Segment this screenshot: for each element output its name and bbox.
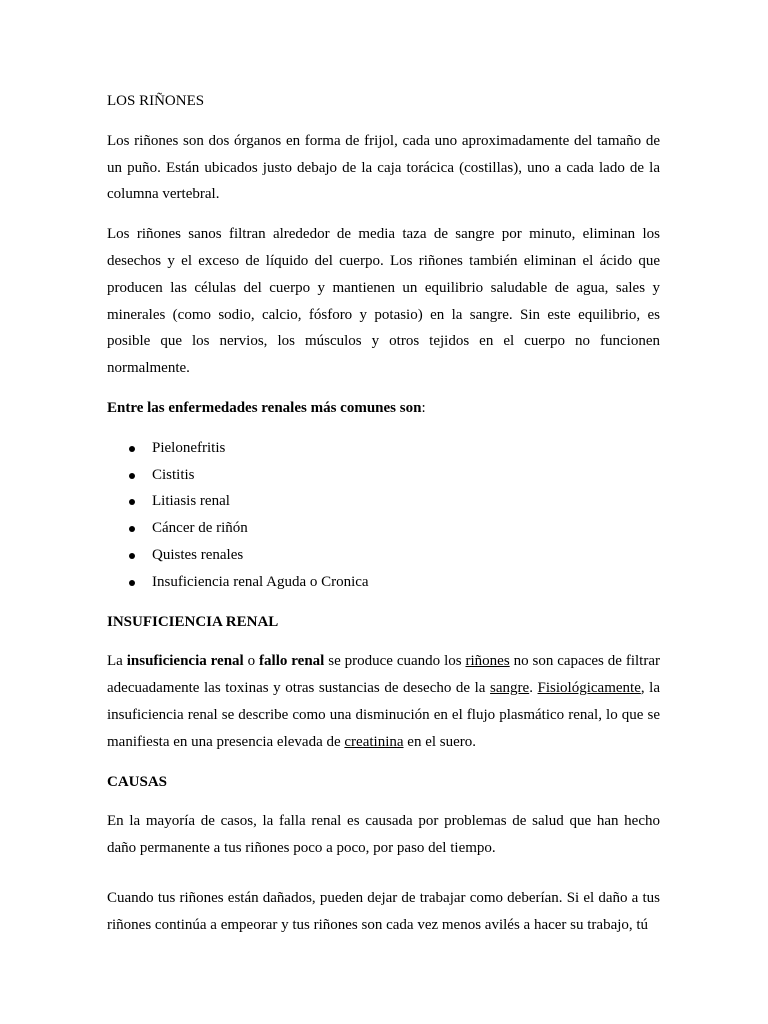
bullet-icon: [129, 473, 135, 479]
text-run: .: [529, 680, 538, 697]
bullet-icon: [129, 446, 135, 452]
causas-paragraph-1: En la mayoría de casos, la falla renal es causada por problemas de salud que han hecho daño permanente a tus riñones poco a poco, por paso del tiempo.: [107, 813, 660, 857]
list-item-label: Insuficiencia renal Aguda o Cronica: [152, 573, 369, 590]
diseases-heading-colon: :: [421, 399, 426, 416]
text-run: o: [243, 653, 260, 670]
document-title: LOS RIÑONES: [107, 93, 205, 109]
text-run: en el suero.: [403, 733, 477, 750]
bold-term-insuficiencia-renal: insuficiencia renal: [126, 653, 244, 670]
paragraph-gap: [107, 875, 660, 885]
text-run: se produce cuando los: [324, 653, 466, 670]
list-item: [107, 569, 660, 596]
causas-paragraph-2: Cuando tus riñones están dañados, pueden dejar de trabajar como deberían. Si el daño a tus riñones continúa a empeorar y tus riñones son cada vez menos avilés a hacer su trabajo, tú: [107, 889, 660, 933]
text-run: no son capaces de filtrar adecuadamente las toxinas y otras sustancias de desecho de la: [107, 653, 660, 697]
causas-heading: CAUSAS: [107, 773, 168, 790]
bullet-icon: [129, 580, 135, 586]
diseases-heading-text: Entre las enfermedades renales más comunes son: [107, 399, 422, 416]
list-item: [107, 462, 660, 489]
text-run: , la insuficiencia renal se describe como una disminución en el flujo plasmático renal, lo que se manifiesta en una presencia elevada de: [107, 680, 661, 750]
document-page: [107, 88, 660, 952]
list-item-label: Litiasis renal: [152, 493, 230, 510]
list-item: [107, 435, 660, 462]
list-item-label: Pielonefritis: [152, 439, 226, 456]
bullet-icon: [129, 526, 135, 532]
insuficiencia-heading: INSUFICIENCIA RENAL: [107, 613, 279, 630]
diseases-list: [107, 435, 660, 596]
link-fisiologicamente[interactable]: Fisiológicamente: [537, 680, 641, 697]
list-item: [107, 515, 660, 542]
text-run: La: [107, 653, 127, 670]
list-item-label: Cáncer de riñón: [152, 520, 248, 537]
intro-paragraph-2: Los riñones sanos filtran alrededor de media taza de sangre por minuto, eliminan los desechos y el exceso de líquido del cuerpo. Los riñones también eliminan el ácido que producen las células del cuerpo y mantienen un equilibrio saludable de agua, sales y minerales (como sodio, calcio, fósforo y potasio) en la sangre. Sin este equilibrio, es posible que los nervios, los músculos y otros tejidos en el cuerpo no funcionen normalmente.: [107, 226, 660, 377]
diseases-heading: [107, 395, 660, 422]
list-item: [107, 488, 660, 515]
link-sangre[interactable]: sangre: [490, 680, 530, 697]
link-rinones[interactable]: riñones: [465, 653, 510, 670]
list-item-label: Cistitis: [152, 466, 195, 483]
bullet-icon: [129, 553, 135, 559]
intro-paragraph-1: Los riñones son dos órganos en forma de frijol, cada uno aproximadamente del tamaño de un puño. Están ubicados justo debajo de la caja torácica (costillas), uno a cada lado de la columna vertebral.: [107, 132, 660, 203]
link-creatinina[interactable]: creatinina: [344, 733, 404, 750]
list-item: [107, 542, 660, 569]
insuficiencia-paragraph: [107, 648, 660, 755]
bullet-icon: [129, 499, 135, 505]
bold-term-fallo-renal: fallo renal: [259, 653, 325, 670]
list-item-label: Quistes renales: [152, 546, 244, 563]
